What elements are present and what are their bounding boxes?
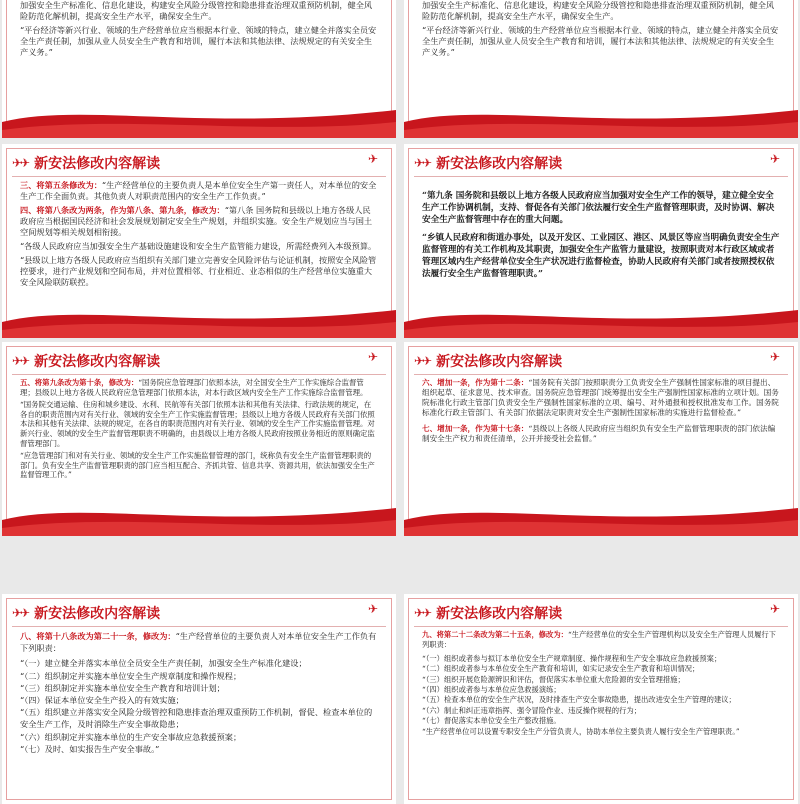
duty-list <box>20 657 378 755</box>
article-panel-6 <box>404 342 798 536</box>
red-ribbon-decoration <box>404 490 798 536</box>
list-item: “（六）制止和纠正违章指挥、强令冒险作业、违反操作规程的行为； <box>422 705 641 715</box>
panel-header <box>414 602 562 624</box>
bird-icon: ✈ <box>367 152 378 166</box>
panel-body <box>422 378 780 447</box>
panel-title: 新安法修改内容解读 <box>34 354 161 370</box>
list-item: “（七）督促落实本单位安全生产整改措施。 <box>422 716 561 726</box>
paragraph <box>422 378 780 418</box>
paragraph: “乡镇人民政府和街道办事处，以及开发区、工业园区、港区、风景区等应当明确负责安全生产监督管理的有关工作机构及其职责，加强安全生产监管力量建设，按照职责对本行政区域或者管理区域内生产经营单位安全生产状况进行监督检查，协助人民政府有关部门或者按照授权依法履行安全生产监督管理职责。” <box>422 233 780 279</box>
paragraph-text: “国务院应急管理部门依照本法，对全国安全生产工作实施综合监督管理；县级以上地方各级人民政府应急管理部门依照本法，对本行政区域内安全生产工作实施综合监督管理。 <box>20 378 368 397</box>
panel-body <box>20 0 378 61</box>
list-item: “（二）组织或者参与本单位安全生产教育和培训，如实记录安全生产教育和培训情况； <box>422 664 700 674</box>
list-item: “（三）组织开展危险源辨识和评估，督促落实本单位重大危险源的安全管理措施； <box>422 674 685 684</box>
paragraph <box>20 205 378 238</box>
bird-icon: ✈ <box>769 602 780 616</box>
panel-body <box>20 180 378 291</box>
panel-header <box>12 602 160 624</box>
panel-title: 新安法修改内容解读 <box>436 156 563 172</box>
divider <box>414 374 788 375</box>
paragraph: “县级以上地方各级人民政府应当组织有关部门建立完善安全风险评估与论证机制，按照安全风险管控要求，进行产业规划和空间布局，并对位置相邻、行业相近、业态相似的生产经营单位实施重大安全风险联防联控。 <box>20 255 377 287</box>
list-item: “（一）建立健全并落实本单位全员安全生产责任制，加强安全生产标准化建设； <box>20 658 307 669</box>
article-panel-8 <box>404 594 798 804</box>
duty-list <box>422 654 780 737</box>
section-heading: 六、增加一条，作为第十二条： <box>422 378 529 387</box>
divider <box>414 176 788 177</box>
panel-header <box>414 152 562 174</box>
red-ribbon-decoration <box>2 292 396 338</box>
list-item: “（一）组织或者参与拟订本单位安全生产规章制度、操作规程和生产安全事故应急救援预案； <box>422 653 722 663</box>
section-heading: 四、将第八条改为两条，作为第八条、第九条，修改为： <box>20 205 225 215</box>
panel-header <box>12 350 160 372</box>
red-ribbon-decoration <box>2 490 396 536</box>
panel-title: 新安法修改内容解读 <box>436 606 563 622</box>
divider <box>414 626 788 627</box>
paragraph <box>20 180 378 202</box>
article-panel-2 <box>404 0 798 138</box>
divider <box>12 626 386 627</box>
flying-birds-icon: ✈✈ <box>12 156 29 170</box>
list-item: “（四）组织或者参与本单位应急救援演练； <box>422 685 561 695</box>
panel-title: 新安法修改内容解读 <box>34 606 161 622</box>
red-ribbon-decoration <box>404 92 798 138</box>
paragraph <box>422 630 780 651</box>
paragraph: “平台经济等新兴行业、领域的生产经营单位应当根据本行业、领域的特点，建立健全并落实全员安全生产责任制，加强从业人员安全生产教育和培训，履行本法和其他法律、法规规定的有关安全生产义务。” <box>20 25 377 57</box>
bird-icon: ✈ <box>367 602 378 616</box>
paragraph-text: “生产经营单位的主要负责人是本单位安全生产第一责任人，对本单位的安全生产工作全面负责。其他负责人对职责范围内的安全生产工作负责。” <box>20 180 377 201</box>
list-item: “（三）组织制定并实施本单位安全生产教育和培训计划； <box>20 682 225 693</box>
flying-birds-icon: ✈✈ <box>414 606 431 620</box>
panel-body <box>20 378 378 483</box>
paragraph: 加强安全生产标准化、信息化建设，构建安全风险分级管控和隐患排查治理双重预防机制，健全风险防范化解机制，提高安全生产水平，确保安全生产。 <box>20 0 373 21</box>
paragraph: “各级人民政府应当加强安全生产基础设施建设和安全生产监管能力建设，所需经费列入本级预算。 <box>20 241 377 251</box>
panel-body <box>422 630 780 737</box>
panel-title: 新安法修改内容解读 <box>436 354 563 370</box>
article-panel-4 <box>404 144 798 338</box>
paragraph: “第九条 国务院和县级以上地方各级人民政府应当加强对安全生产工作的领导，建立健全安全生产工作协调机制，支持、督促各有关部门依法履行安全生产监督管理职责，及时协调、解决安全生产监督管理中存在的重大问题。 <box>422 191 775 225</box>
article-panel-3 <box>2 144 396 338</box>
panel-header <box>414 350 562 372</box>
list-item: “（五）组织建立并落实安全风险分级管控和隐患排查治理双重预防工作机制，督促、检查本单位的安全生产工作，及时消除生产安全事故隐患； <box>20 707 373 730</box>
paragraph-text: “县级以上各级人民政府应当组织负有安全生产监督管理职责的部门依法编制安全生产权力和责任清单，公开并接受社会监督。” <box>422 424 776 443</box>
panel-body <box>422 0 780 61</box>
panel-header <box>12 152 160 174</box>
list-item: “（五）检查本单位的安全生产状况，及时排查生产安全事故隐患，提出改进安全生产管理的建议； <box>422 695 736 705</box>
paragraph: “应急管理部门和对有关行业、领域的安全生产工作实施监督管理的部门，统称负有安全生产监督管理职责的部门。负有安全生产监督管理职责的部门应当相互配合、齐抓共管、信息共享、资源共用，依法加强安全生产监督管理工作。” <box>20 451 375 480</box>
article-panel-7 <box>2 594 396 804</box>
section-heading: 五、将第九条改为第十条，修改为： <box>20 378 139 387</box>
paragraph-text: “生产经营单位的主要负责人对本单位安全生产工作负有下列职责： <box>20 631 377 654</box>
section-heading: 七、增加一条，作为第十七条： <box>422 424 529 433</box>
article-panel-5 <box>2 342 396 536</box>
paragraph: “国务院交通运输、住房和城乡建设、水利、民航等有关部门依照本法和其他有关法律、行政法规的规定，在各自的职责范围内对有关行业、领域的安全生产工作实施监督管理；县级以上地方各级人民政府有关部门依照本法和其他有关法律、法规的规定，在各自的职责范围内对有关行业、领域的安全生产工作实施监督管理。对新兴行业、领域的安全生产监督管理职责不明确的，由县级以上地方各级人民政府按照业务相近的原则确定监督管理部门。 <box>20 400 375 448</box>
section-heading: 三、将第五条修改为： <box>20 180 102 190</box>
divider <box>12 374 386 375</box>
flying-birds-icon: ✈✈ <box>414 156 431 170</box>
list-item: “（四）保证本单位安全生产投入的有效实施； <box>20 695 184 706</box>
paragraph <box>422 424 780 444</box>
section-heading: 九、将第二十二条改为第二十五条，修改为： <box>422 630 568 639</box>
paragraph-text: “国务院有关部门按照职责分工负责安全生产强制性国家标准的项目提出、组织起草、征求意见、技术审查。国务院应急管理部门统筹提出安全生产强制性国家标准的立项计划。国务院标准化行政主管部门负责安全生产强制性国家标准的立项、编号、对外通报和授权批准发布工作。国务院标准化行政主管部门、有关部门依据法定职责对安全生产强制性国家标准的实施进行监督检查。” <box>422 378 779 417</box>
paragraph-text: “第八条 国务院和县级以上地方各级人民政府应当根据国民经济和社会发展规划制定安全生产规划，并组织实施。安全生产规划应当与国土空间规划等相关规划相衔接。 <box>20 205 373 237</box>
paragraph <box>20 630 378 654</box>
article-panel-1 <box>2 0 396 138</box>
paragraph: 加强安全生产标准化、信息化建设，构建安全风险分级管控和隐患排查治理双重预防机制，健全风险防范化解机制，提高安全生产水平，确保安全生产。 <box>422 0 775 21</box>
panel-body <box>20 630 378 755</box>
bird-icon: ✈ <box>769 350 780 364</box>
section-heading: 八、将第十八条改为第二十一条，修改为： <box>20 631 176 641</box>
flying-birds-icon: ✈✈ <box>414 354 431 368</box>
flying-birds-icon: ✈✈ <box>12 606 29 620</box>
paragraph <box>20 378 378 397</box>
paragraph-text: “生产经营单位的安全生产管理机构以及安全生产管理人员履行下列职责： <box>422 630 776 650</box>
flying-birds-icon: ✈✈ <box>12 354 29 368</box>
bird-icon: ✈ <box>367 350 378 364</box>
list-item: “（二）组织制定并实施本单位安全生产规章制度和操作规程； <box>20 670 242 681</box>
panel-title: 新安法修改内容解读 <box>34 156 161 172</box>
red-ribbon-decoration <box>404 292 798 338</box>
panel-body <box>422 190 780 283</box>
paragraph: “平台经济等新兴行业、领域的生产经营单位应当根据本行业、领域的特点，建立健全并落实全员安全生产责任制，加强从业人员安全生产教育和培训，履行本法和其他法律、法规规定的有关安全生产义务。” <box>422 25 779 57</box>
list-item: “生产经营单位可以设置专职安全生产分管负责人，协助本单位主要负责人履行安全生产管理职责。” <box>422 726 740 736</box>
red-ribbon-decoration <box>2 92 396 138</box>
list-item: “（七）及时、如实报告生产安全事故。” <box>20 743 160 754</box>
bird-icon: ✈ <box>769 152 780 166</box>
divider <box>12 176 386 177</box>
list-item: “（六）组织制定并实施本单位的生产安全事故应急救援预案； <box>20 731 242 742</box>
